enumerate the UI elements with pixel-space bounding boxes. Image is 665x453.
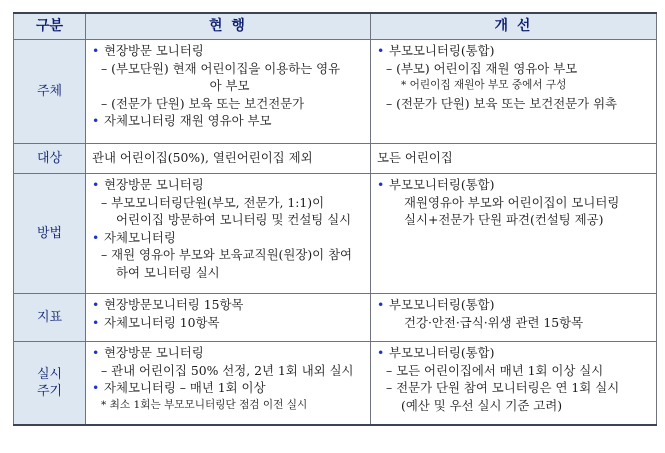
continuation-line: 재원영유아 부모와 어린이집이 모니터링	[404, 194, 620, 210]
bullet-dot-icon: •	[92, 345, 100, 360]
bullet-line: • 부모모니터링(통합)	[377, 345, 495, 360]
bullet-dot-icon: •	[92, 113, 100, 128]
note-line: * 최소 1회는 부모모니터링단 점검 이전 실시	[101, 398, 308, 411]
continuation-line: 하여 모니터링 실시	[116, 264, 220, 280]
bullet-line: • 현장방문 모니터링	[92, 345, 204, 360]
bullet-dot-icon: •	[92, 380, 100, 395]
dash-line: – 관내 어린이집 50% 선정, 2년 1회 내외 실시	[101, 362, 354, 378]
bullet-dot-icon: •	[92, 229, 100, 245]
table-row-subject	[14, 40, 657, 144]
dash-line: – 전문가 단원 참여 모니터링은 연 1회 실시	[386, 380, 620, 395]
bullet-line: • 부모모니터링(통합)	[377, 297, 495, 312]
header-improved: 개 선	[371, 13, 657, 40]
bullet-dot-icon: •	[377, 43, 385, 58]
note-line: * 어린이집 재원아 부모 중에서 구성	[401, 79, 567, 91]
bullet-line: • 부모모니터링(통합)	[377, 177, 495, 192]
table-row-target	[14, 144, 657, 174]
row-category: 대상	[14, 144, 86, 174]
improved-cell	[371, 40, 657, 144]
bullet-dot-icon: •	[92, 177, 100, 192]
bullet-line: • 자체모니터링	[92, 229, 176, 245]
improved-cell	[371, 174, 657, 294]
bullet-line: • 자체모니터링 – 매년 1회 이상	[92, 380, 266, 395]
bullet-dot-icon: •	[377, 345, 385, 360]
improved-cell	[371, 294, 657, 342]
table-row-indicator	[14, 294, 657, 342]
table-row-method	[14, 174, 657, 294]
dash-line: – (부모) 어린이집 재원 영유아 부모	[386, 60, 578, 76]
row-category: 주체	[14, 40, 86, 144]
continuation-line: 아 부모	[209, 78, 250, 93]
dash-line: – (전문가 단원) 보육 또는 보건전문가 위촉	[386, 95, 618, 111]
dash-line: – 재원 영유아 부모와 보육교직원(원장)이 참여	[101, 247, 353, 262]
header-row	[14, 13, 657, 40]
row-category: 지표	[14, 294, 86, 342]
header-current: 현 행	[86, 13, 371, 40]
continuation-line: 실시+전문가 단원 파견(컨설팅 제공)	[404, 212, 604, 227]
continuation-line: (예산 및 우선 실시 기준 고려)	[401, 397, 563, 413]
row-category: 방법	[14, 174, 86, 294]
bullet-dot-icon: •	[92, 297, 100, 312]
current-cell	[86, 174, 371, 294]
category-line: 실시	[36, 366, 63, 382]
continuation-line: 어린이집 방문하여 모니터링 및 컨설팅 실시	[116, 212, 352, 227]
bullet-line: • 자체모니터링 재원 영유아 부모	[92, 113, 272, 128]
dash-line: – 부모모니터링단원(부모, 전문가, 1:1)이	[101, 194, 325, 210]
header-category: 구분	[14, 13, 86, 40]
comparison-table	[13, 12, 657, 426]
improved-cell	[371, 144, 657, 174]
dash-line: – 모든 어린이집에서 매년 1회 이상 실시	[386, 362, 604, 378]
current-cell	[86, 40, 371, 144]
bullet-dot-icon: •	[92, 314, 100, 330]
bullet-dot-icon: •	[92, 43, 100, 58]
bullet-dot-icon: •	[377, 177, 385, 192]
dash-line: – (부모단원) 현재 어린이집을 이용하는 영유	[101, 60, 341, 76]
continuation-line: 건강·안전·급식·위생 관련 15항목	[404, 314, 584, 330]
bullet-line: • 부모모니터링(통합)	[377, 43, 495, 58]
text-line: 모든 어린이집	[377, 150, 453, 166]
dash-line: – (전문가 단원) 보육 또는 보건전문가	[101, 95, 305, 111]
current-cell	[86, 342, 371, 425]
table-row-cycle	[14, 342, 657, 425]
bullet-line: • 현장방문모니터링 15항목	[92, 297, 244, 312]
bullet-line: • 현장방문 모니터링	[92, 43, 204, 58]
current-cell	[86, 294, 371, 342]
text-line: 관내 어린이집(50%), 열린어린이집 제외	[92, 150, 313, 166]
bullet-dot-icon: •	[377, 297, 385, 312]
bullet-line: • 현장방문 모니터링	[92, 177, 204, 192]
improved-cell	[371, 342, 657, 425]
bullet-line: • 자체모니터링 10항목	[92, 314, 220, 330]
category-line: 주기	[36, 383, 63, 399]
current-cell	[86, 144, 371, 174]
row-category	[14, 342, 86, 425]
